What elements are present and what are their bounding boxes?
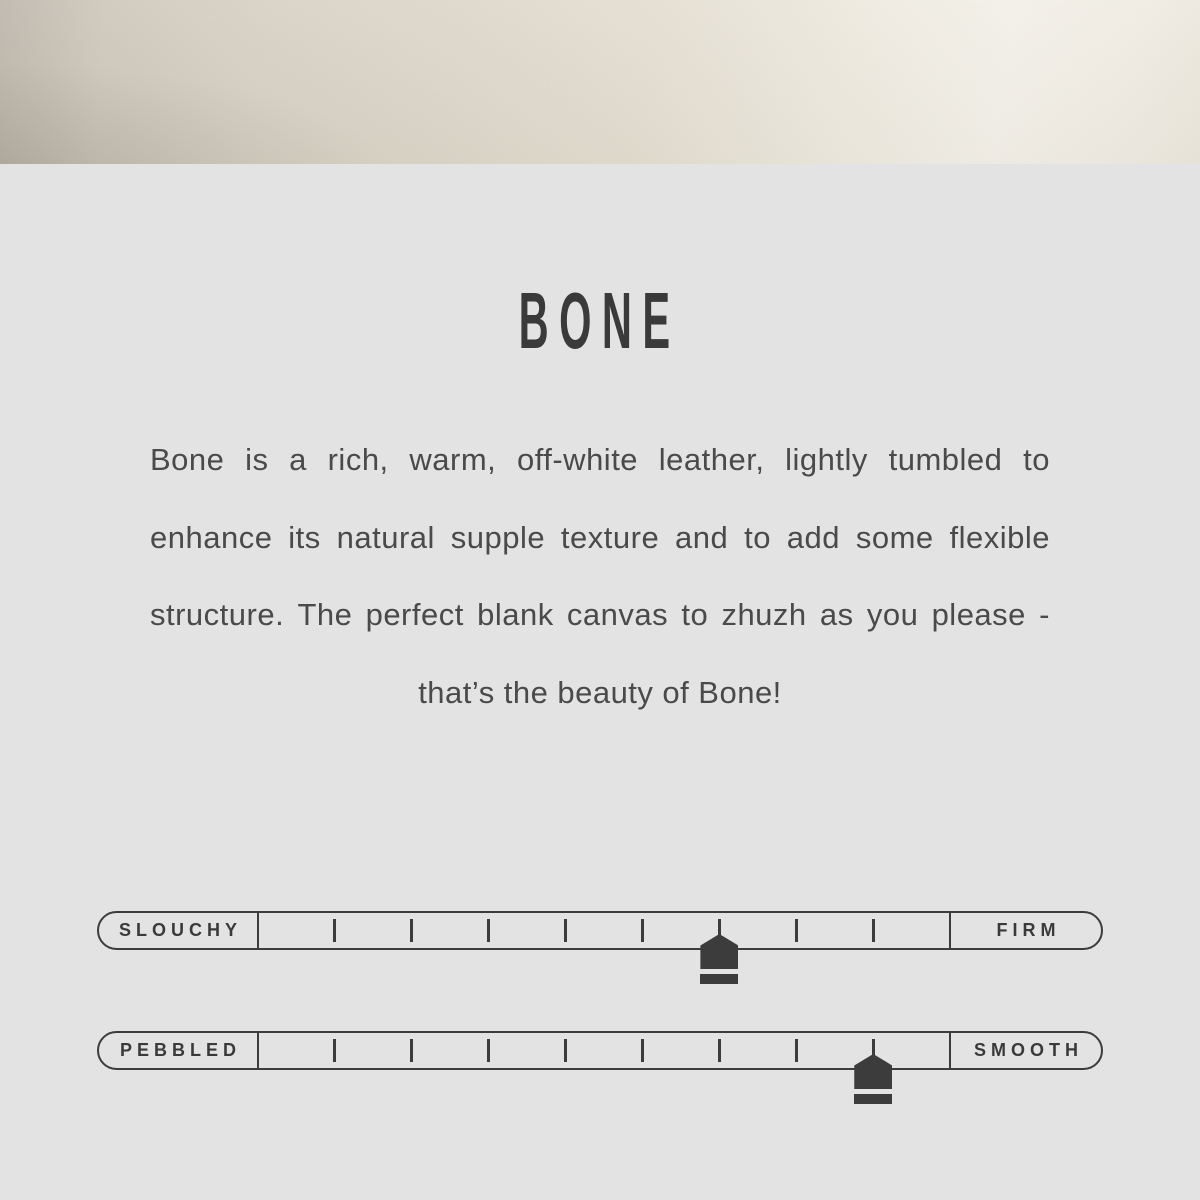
description-word: add [786, 519, 841, 555]
slouchy-firm-scale [97, 911, 1103, 950]
pebbled-smooth-scale [97, 1031, 1103, 1070]
scale-tick [564, 1039, 567, 1062]
description-word: you [866, 597, 919, 632]
description-word: is [245, 442, 269, 477]
page-title [0, 276, 1200, 365]
scale-tick [795, 919, 798, 942]
description-word: supple [450, 519, 546, 555]
scale-tick [795, 1039, 798, 1062]
scale-tick [487, 919, 490, 942]
scale-tick [410, 919, 413, 942]
scale-marker-bar [700, 974, 738, 984]
description-word: to [1023, 442, 1050, 477]
description-word: beauty [557, 674, 654, 710]
description-word: a [289, 442, 307, 477]
scale-marker [854, 1054, 892, 1104]
description-word: to [744, 519, 771, 555]
scale-tick [410, 1039, 413, 1062]
scale-tick [564, 919, 567, 942]
scale-label-pebbled: PEBBLED [99, 1033, 259, 1068]
description-word: perfect [365, 597, 464, 632]
description-word: its [288, 519, 321, 555]
scale-marker-head [854, 1054, 892, 1089]
description-word: lightly [785, 442, 868, 477]
scale-label-slouchy: SLOUCHY [99, 913, 259, 948]
scale-label-smooth: SMOOTH [949, 1033, 1101, 1068]
scale-marker [700, 934, 738, 984]
scale-tick [641, 919, 644, 942]
description-word: as [819, 597, 854, 632]
description-word: some [855, 519, 934, 555]
description-word: warm, [409, 442, 497, 477]
scale-tick [333, 1039, 336, 1062]
description-line [150, 654, 1050, 732]
description-word: leather, [658, 442, 765, 477]
description-word: canvas [566, 597, 669, 632]
description-word: off-white [516, 442, 639, 477]
scale-tick [872, 1039, 875, 1062]
description-word: please [931, 597, 1026, 632]
description-word: blank [477, 597, 554, 632]
leather-swatch-photo [0, 0, 1200, 164]
description-word: that’s [418, 674, 495, 710]
description-word: the [503, 674, 549, 710]
description-word: to [681, 597, 709, 632]
description-word: texture [560, 519, 660, 555]
scale-marker-bar [854, 1094, 892, 1104]
scale-tick [641, 1039, 644, 1062]
description-word: The [297, 597, 353, 632]
leather-description [150, 421, 1050, 731]
color-name: BONE [519, 276, 681, 365]
description-word: and [675, 519, 729, 555]
description-word: of [662, 674, 690, 710]
description-word: Bone! [698, 674, 782, 710]
description-word: rich, [327, 442, 389, 477]
description-word: zhuzh [721, 597, 807, 632]
scale-tick [718, 1039, 721, 1062]
scale-tick [872, 919, 875, 942]
scale-tick [333, 919, 336, 942]
scale-tick [718, 919, 721, 942]
description-word: tumbled [888, 442, 1003, 477]
description-word: - [1039, 597, 1050, 632]
description-line [150, 499, 1050, 577]
description-word: Bone [150, 442, 225, 477]
description-word: natural [336, 519, 435, 555]
scale-label-firm: FIRM [949, 913, 1101, 948]
scale-track [259, 1033, 949, 1068]
leather-grain-texture [0, 0, 1200, 164]
description-word: structure. [150, 597, 285, 632]
scale-marker-head [700, 934, 738, 969]
description-line [150, 421, 1050, 499]
description-word: enhance [150, 519, 273, 555]
description-line [150, 576, 1050, 654]
scale-track [259, 913, 949, 948]
scale-tick [487, 1039, 490, 1062]
description-word: flexible [949, 519, 1050, 555]
